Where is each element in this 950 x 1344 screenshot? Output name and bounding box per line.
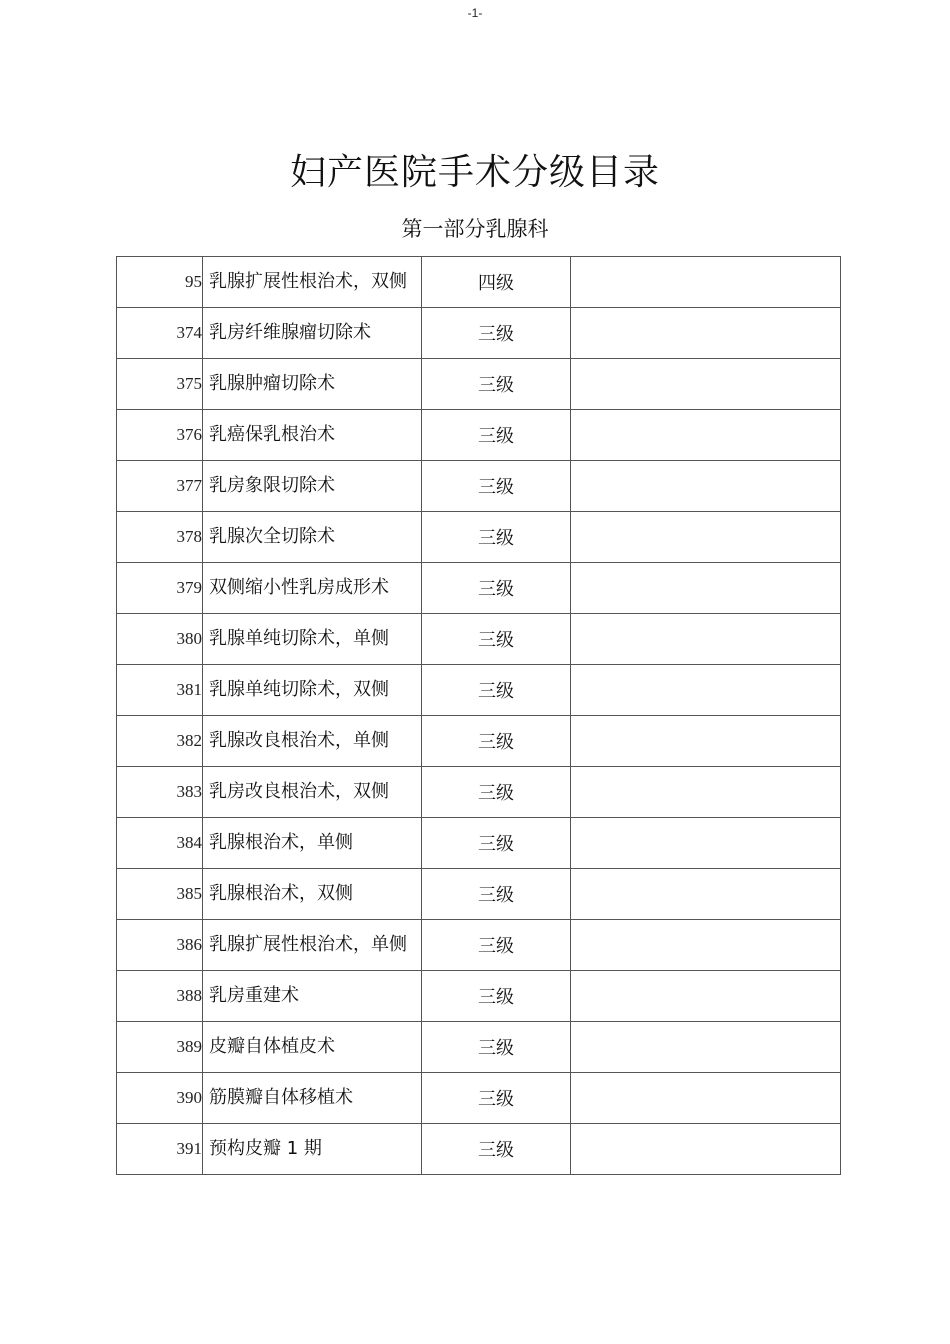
table-row — [117, 920, 841, 971]
surgery-name-text: 乳腺次全切除术 — [209, 526, 335, 547]
surgery-name-text: 乳腺改良根治术，单侧 — [209, 730, 389, 751]
surgery-level: 四级 — [422, 257, 571, 308]
surgery-note — [571, 257, 841, 308]
surgery-code: 376 — [117, 410, 203, 461]
surgery-name-text: 乳房象限切除术 — [209, 475, 335, 496]
surgery-level: 三级 — [422, 359, 571, 410]
surgery-note — [571, 461, 841, 512]
surgery-code: 379 — [117, 563, 203, 614]
surgery-level: 三级 — [422, 512, 571, 563]
table-row — [117, 563, 841, 614]
surgery-note — [571, 665, 841, 716]
surgery-name — [203, 869, 422, 920]
surgery-note — [571, 512, 841, 563]
surgery-code: 386 — [117, 920, 203, 971]
table-row — [117, 818, 841, 869]
surgery-name-text: 乳房重建术 — [209, 985, 299, 1006]
surgery-level: 三级 — [422, 818, 571, 869]
surgery-name — [203, 614, 422, 665]
surgery-note — [571, 1073, 841, 1124]
surgery-name — [203, 563, 422, 614]
document-title: 妇产医院手术分级目录 — [289, 152, 660, 193]
surgery-name-text: 乳腺单纯切除术，双侧 — [209, 679, 389, 700]
page-number: -1- — [467, 6, 483, 20]
surgery-name — [203, 920, 422, 971]
surgery-name — [203, 512, 422, 563]
surgery-note — [571, 563, 841, 614]
surgery-level: 三级 — [422, 1022, 571, 1073]
surgery-name — [203, 1022, 422, 1073]
table-row — [117, 971, 841, 1022]
surgery-level: 三级 — [422, 716, 571, 767]
surgery-level: 三级 — [422, 869, 571, 920]
table-row — [117, 614, 841, 665]
table-row — [117, 665, 841, 716]
surgery-note — [571, 308, 841, 359]
surgery-name-text: 乳腺根治术，单侧 — [209, 832, 353, 853]
surgery-code: 375 — [117, 359, 203, 410]
surgery-name — [203, 257, 422, 308]
surgery-name — [203, 359, 422, 410]
surgery-note — [571, 1124, 841, 1175]
surgery-code: 95 — [117, 257, 203, 308]
surgery-grade-table — [116, 256, 841, 1175]
table-row — [117, 461, 841, 512]
surgery-name — [203, 1073, 422, 1124]
surgery-name-text: 双侧缩小性乳房成形术 — [209, 577, 389, 598]
surgery-code: 382 — [117, 716, 203, 767]
surgery-name-text: 乳腺单纯切除术，单侧 — [209, 628, 389, 649]
surgery-note — [571, 920, 841, 971]
surgery-name-text: 预构皮瓣 1 期 — [209, 1138, 322, 1159]
table-row — [117, 1124, 841, 1175]
surgery-name — [203, 818, 422, 869]
surgery-note — [571, 971, 841, 1022]
section-title: 第一部分乳腺科 — [401, 217, 549, 241]
surgery-name — [203, 308, 422, 359]
surgery-table-body — [117, 257, 841, 1175]
surgery-name — [203, 461, 422, 512]
surgery-code: 383 — [117, 767, 203, 818]
table-row — [117, 869, 841, 920]
table-row — [117, 359, 841, 410]
surgery-name — [203, 410, 422, 461]
surgery-name-text: 乳房纤维腺瘤切除术 — [209, 322, 371, 343]
table-row — [117, 410, 841, 461]
surgery-note — [571, 716, 841, 767]
table-row — [117, 767, 841, 818]
table-row — [117, 257, 841, 308]
surgery-name — [203, 1124, 422, 1175]
surgery-note — [571, 359, 841, 410]
surgery-name-text: 乳腺扩展性根治术，双侧 — [209, 271, 407, 292]
surgery-level: 三级 — [422, 308, 571, 359]
table-row — [117, 716, 841, 767]
surgery-name-text: 乳房改良根治术，双侧 — [209, 781, 389, 802]
surgery-name-text: 乳癌保乳根治术 — [209, 424, 335, 445]
surgery-name-text: 皮瓣自体植皮术 — [209, 1036, 335, 1057]
surgery-note — [571, 1022, 841, 1073]
surgery-code: 384 — [117, 818, 203, 869]
surgery-name-text: 乳腺肿瘤切除术 — [209, 373, 335, 394]
surgery-name-text: 乳腺根治术，双侧 — [209, 883, 353, 904]
surgery-level: 三级 — [422, 461, 571, 512]
surgery-name-text: 筋膜瓣自体移植术 — [209, 1087, 353, 1108]
surgery-code: 378 — [117, 512, 203, 563]
table-row — [117, 512, 841, 563]
surgery-level: 三级 — [422, 614, 571, 665]
surgery-code: 389 — [117, 1022, 203, 1073]
surgery-level: 三级 — [422, 767, 571, 818]
surgery-code: 380 — [117, 614, 203, 665]
surgery-code: 388 — [117, 971, 203, 1022]
surgery-code: 390 — [117, 1073, 203, 1124]
surgery-note — [571, 614, 841, 665]
surgery-code: 385 — [117, 869, 203, 920]
surgery-name — [203, 971, 422, 1022]
surgery-name — [203, 716, 422, 767]
surgery-name — [203, 665, 422, 716]
surgery-note — [571, 869, 841, 920]
surgery-level: 三级 — [422, 1073, 571, 1124]
surgery-level: 三级 — [422, 1124, 571, 1175]
surgery-note — [571, 767, 841, 818]
surgery-code: 381 — [117, 665, 203, 716]
table-row — [117, 1022, 841, 1073]
surgery-note — [571, 410, 841, 461]
surgery-name — [203, 767, 422, 818]
surgery-note — [571, 818, 841, 869]
surgery-code: 391 — [117, 1124, 203, 1175]
surgery-level: 三级 — [422, 971, 571, 1022]
surgery-level: 三级 — [422, 920, 571, 971]
table-row — [117, 308, 841, 359]
table-row — [117, 1073, 841, 1124]
surgery-level: 三级 — [422, 563, 571, 614]
surgery-level: 三级 — [422, 665, 571, 716]
surgery-level: 三级 — [422, 410, 571, 461]
surgery-code: 377 — [117, 461, 203, 512]
surgery-code: 374 — [117, 308, 203, 359]
surgery-name-text: 乳腺扩展性根治术，单侧 — [209, 934, 407, 955]
